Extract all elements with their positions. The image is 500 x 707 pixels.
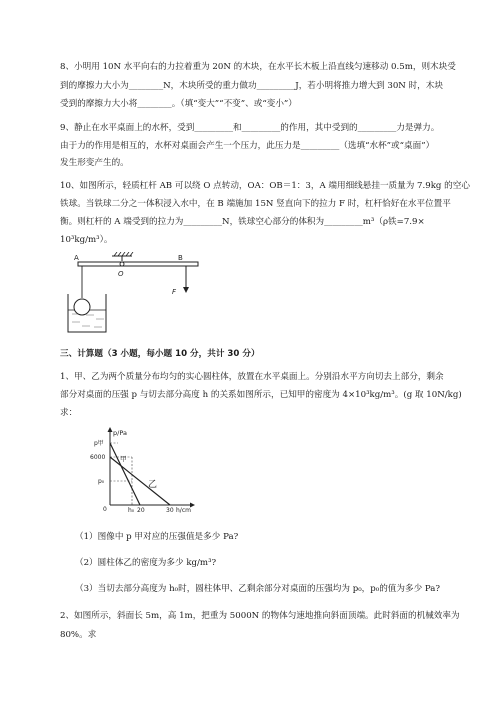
q9-line-2: 由于力的作用是相互的，水杯对桌面会产生一个压力，此压力是_________（选填“水杯”或“桌面”） <box>60 141 435 151</box>
graph-label-6000: 6000 <box>90 454 106 461</box>
c1-line-3: 求： <box>60 408 78 418</box>
c1-sub-3: （3）当切去部分高度为 h₀时，圆柱体甲、乙剩余部分对桌面的压强均为 p₀，p₀的值为多少 Pa? <box>75 584 441 594</box>
pressure-height-graph <box>88 425 198 513</box>
c1-sub-1: （1）图像中 p 甲对应的压强值是多少 Pa? <box>75 532 239 542</box>
graph-x-label: h/cm <box>176 507 191 513</box>
graph-label-p0: p₀ <box>98 478 105 485</box>
q8-line-1: 8、小明用 10N 水平向右的力拉着重为 20N 的木块，在水平长木板上沿直线匀速移动 0.5m，则木块受 <box>60 62 456 72</box>
c1-line-2: 部分对桌面的压强 p 与切去部分高度 h 的关系如图所示，已知甲的密度为 4×10³kg/m³。(g 取 10N/kg) <box>60 390 462 400</box>
c2-line-2: 80%。求 <box>60 630 97 640</box>
q8-line-3: 受到的摩擦力大小将________。（填“变大”“不变”、或“变小”） <box>60 99 297 109</box>
graph-label-origin: 0 <box>103 506 107 513</box>
lever-figure <box>60 252 210 342</box>
iron-ball <box>74 299 90 315</box>
lever-label-A: A <box>74 254 79 262</box>
q9-line-3: 发生形变产生的。 <box>60 158 129 168</box>
graph-label-30: 30 <box>166 507 174 513</box>
q10-line-2: 铁球。当铁球二分之一体积浸入水中，在 B 端施加 15N 竖直向下的拉力 F 时，杠杆恰好在水平位置平 <box>60 199 451 209</box>
graph-label-p-jia: p甲 <box>94 440 104 447</box>
graph-label-h0: h₀ <box>128 507 135 513</box>
graph-label-jia: 甲 <box>120 455 127 463</box>
c1-line-1: 1、甲、乙为两个质量分布均匀的实心圆柱体，放置在水平桌面上。分别沿水平方向切去上部分，剩余 <box>60 372 444 382</box>
q8-line-2: 到的摩擦力大小为________N，木块所受的重力做功_________J，若小明将推力增大到 30N 时，木块 <box>60 81 443 91</box>
section-3-title: 三、计算题（3 小题，每小题 10 分，共计 30 分） <box>60 349 260 359</box>
lever-label-B: B <box>178 254 183 262</box>
lever-label-F: F <box>172 288 177 296</box>
graph-label-yi: 乙 <box>148 480 158 490</box>
graph-label-20: 20 <box>137 507 145 513</box>
lever-label-O: O <box>118 270 124 278</box>
c2-line-1: 2、如图所示，斜面长 5m，高 1m，把重为 5000N 的物体匀速地推向斜面顶端。此时斜面的机械效率为 <box>60 611 460 621</box>
c1-sub-2: （2）圆柱体乙的密度为多少 kg/m³? <box>75 558 217 568</box>
q10-line-4: 10³kg/m³）。 <box>60 235 113 245</box>
graph-y-label: p/Pa <box>113 429 127 437</box>
q9-line-1: 9、静止在水平桌面上的水杯，受到_________和_________的作用，其中受到的_________力是弹力。 <box>60 123 440 133</box>
q10-line-1: 10、如图所示，轻质杠杆 AB 可以绕 O 点转动，OA：OB＝1：3，A 端用细线悬挂一质量为 7.9kg 的空心 <box>60 181 470 191</box>
q10-line-3: 衡。则杠杆的 A 端受到的拉力为_________N，铁球空心部分的体积为_________m³（ρ铁=7.9× <box>60 217 425 227</box>
